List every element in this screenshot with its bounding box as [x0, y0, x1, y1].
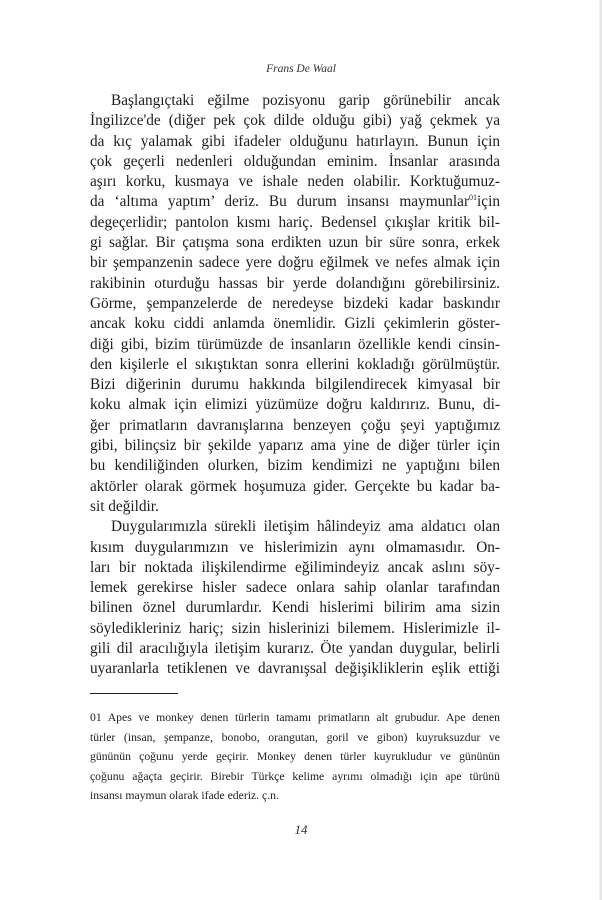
text-line: uyaranlarla tetiklenen ve davranışsal değişikliklerin eşlik ettiği — [90, 660, 500, 678]
text-line: aktörler olarak görmek hoşumuza gider. Gerçekte bu kadar ba- — [90, 477, 500, 495]
text-line-with-footnote-ref — [90, 192, 500, 212]
text-line: koku almak için elimizi yüzümüze doğru kaldırırız. Bunu, di- — [90, 396, 500, 414]
text-line: bilinen öznel durumlardır. Kendi hislerimi bilirim ama sizin — [90, 599, 500, 617]
text-line: Bizi diğerinin durumu hakkında bilgilendirecek kimyasal bir — [90, 376, 500, 394]
text-line: da kıç yalamak gibi ifadeler olduğunu hatırlayın. Bunun için — [90, 132, 500, 150]
footnote-line: 01 Apes ve monkey denen türlerin tamamı primatların alt grubudur. Ape denen — [90, 711, 500, 724]
text-line: kısım duygularımızın ve hislerimizin aynı olmamasıdır. On- — [90, 538, 500, 556]
page-number: 14 — [294, 822, 308, 837]
text-line: Görme, şempanzelerde de neredeyse bizdeki kadar baskındır — [90, 294, 500, 312]
text-line: ğer primatların davranışlarına benzeyen çoğu şeyi yaptığımız — [90, 416, 500, 434]
paragraph — [90, 517, 500, 679]
text-line: Duygularımızla sürekli iletişim hâlindeyiz ama aldatıcı olan — [111, 518, 500, 536]
text-line: ancak koku ciddi anlamda önemlidir. Gizli çekimlerin göster- — [90, 315, 500, 333]
text-line: gi sağlar. Bir çatışma sona erdikten uzun bir süre sonra, erkek — [90, 234, 500, 252]
footnote-reference[interactable]: 01 — [469, 193, 478, 203]
text-segment: için — [477, 193, 500, 211]
footnote-divider — [90, 693, 178, 694]
running-header-author: Frans De Waal — [266, 63, 336, 75]
text-line: sit değildir. — [90, 497, 159, 515]
footnote — [90, 708, 500, 806]
footnotes — [90, 708, 500, 806]
text-line: rakibinin oturduğu hassas bir yerde dolandığını görebilirsiniz. — [90, 274, 500, 292]
text-line: degeçerlidir; pantolon kısmı hariç. Bedensel çıkışlar kritik bil- — [90, 213, 500, 231]
text-line: lemek gerekirse hisler sadece onlara sahip olanlar tarafından — [90, 579, 500, 597]
paragraph — [90, 91, 500, 517]
text-line: diği gibi, bizim türümüzde de insanların özellikle kendi cinsin- — [90, 335, 500, 353]
footnote-line: gününün çoğunu yerde geçirir. Monkey denen türler kuyrukludur ve gününün — [90, 750, 500, 764]
text-line: gibi, bilinçsiz bir şekilde yaparız ama yine de diğer türler için — [90, 437, 500, 455]
text-line: gili dil aracılığıyla iletişim kurarız. Öte yandan duygular, belirli — [90, 640, 500, 658]
text-line: İngilizce'de (diğer pek çok dilde olduğu gibi) yağ çekmek ya — [90, 112, 500, 130]
text-line: ları bir noktada ilişkilendirme eğilimindeyiz ancak aslını söy- — [90, 558, 500, 576]
text-line: bu kendiliğinden olurken, bizim kendimizi ne yaptığını bilen — [90, 457, 500, 475]
body-text — [90, 91, 500, 680]
footnote-line: türler (insan, şempanze, bonobo, orangutan, goril ve gibon) kuyruksuzdur ve — [90, 730, 500, 744]
text-line: çok geçerli nedenleri olduğundan eminim. İnsanlar arasında — [90, 152, 500, 170]
text-line: söyledikleriniz hariç; sizin hislerinizi bilemem. Hislerimizle il- — [90, 619, 500, 637]
text-line: Başlangıçtaki eğilme pozisyonu garip görünebilir ancak — [111, 92, 500, 109]
footnote-line: çoğunu ağaçta geçirir. Birebir Türkçe kelime ayrımı olmadığı için ape türünü — [90, 769, 500, 783]
text-line: bir şempanzenin sadece yere doğru eğilmek ve nefes almak için — [90, 254, 500, 272]
footnote-line: insansı maymun olarak ifade ederiz. ç.n. — [90, 789, 279, 803]
text-line: den kişilerle el sıkıştıktan sonra ellerini kokladığı görülmüştür. — [90, 355, 500, 373]
text-line: aşırı korku, kusmaya ve ishale neden olabilir. Korktuğumuz- — [90, 173, 500, 191]
text-segment: da ‘altıma yaptım’ deriz. Bu durum insansı maymunlar — [90, 193, 470, 211]
